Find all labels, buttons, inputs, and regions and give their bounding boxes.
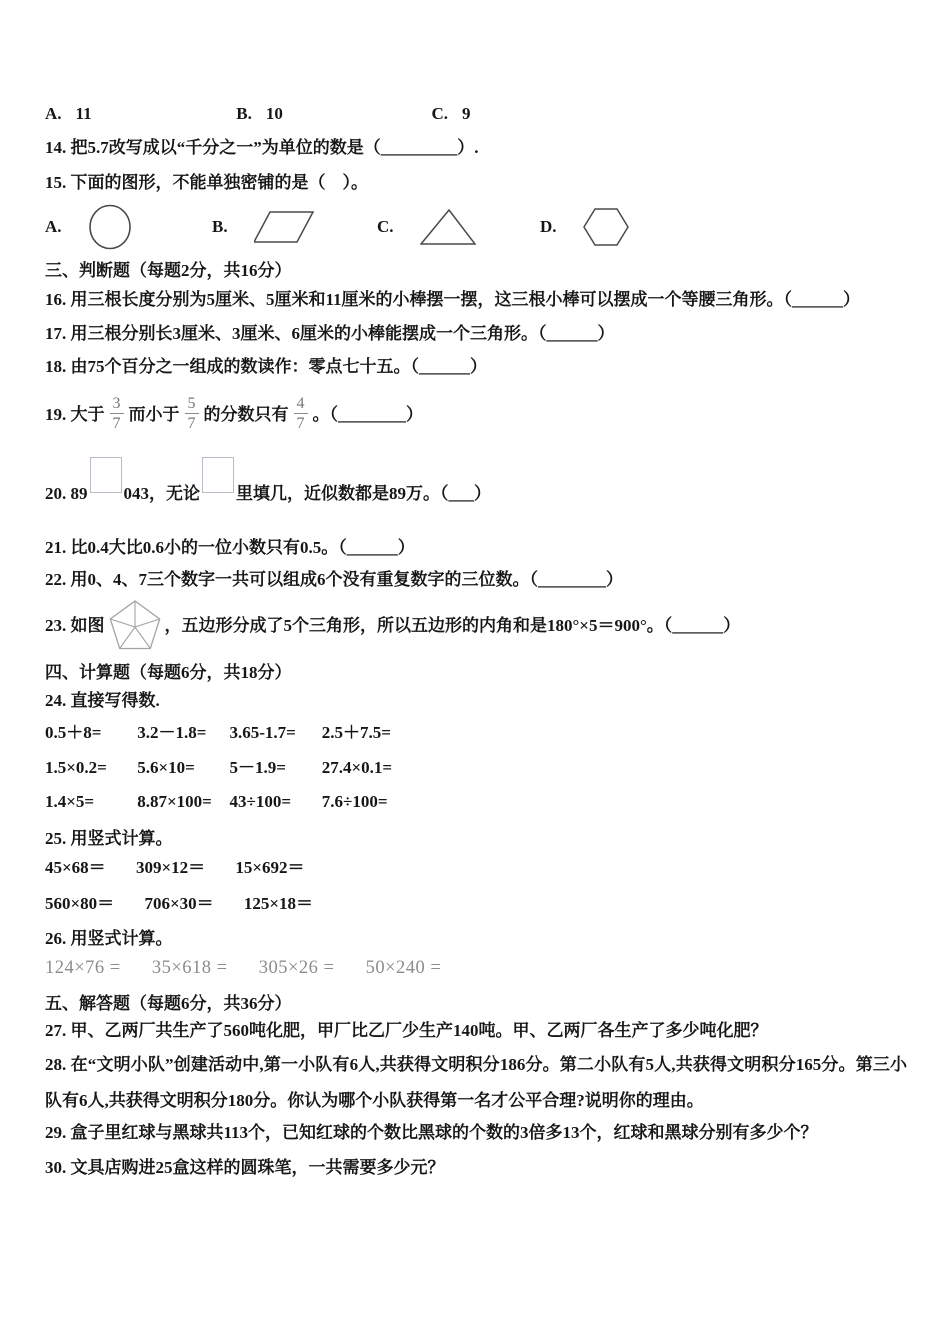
shape-d-label: D. — [540, 217, 557, 236]
choice-a-label: A. — [45, 104, 62, 123]
calc-item: 309×12＝ — [135, 858, 206, 877]
shape-options-row — [45, 203, 629, 251]
choice-a-value: 11 — [75, 104, 92, 123]
question-27: 27. 甲、乙两厂共生产了560吨化肥，甲厂比乙厂少生产140吨。甲、乙两厂各生产了多少吨化肥？ — [45, 1021, 768, 1040]
calc-item: 43÷100= — [229, 792, 292, 811]
choice-option-c — [432, 102, 471, 126]
fraction-numerator: 3 — [110, 395, 124, 414]
calc-item: 5.6×10= — [137, 758, 195, 777]
q19-text-4: 。（________） — [312, 405, 423, 424]
choice-options-row — [45, 102, 471, 126]
question-19 — [45, 391, 423, 439]
fraction-denominator: 7 — [296, 414, 305, 432]
q19-text-3: 的分数只有 — [203, 405, 289, 424]
question-24-title: 24. 直接写得数. — [45, 691, 160, 710]
choice-c-label: C. — [431, 104, 449, 123]
hexagon-icon — [583, 208, 629, 246]
question-15: 15. 下面的图形，不能单独密铺的是（ ）。 — [45, 173, 368, 192]
calc-item: 305×26 = — [258, 958, 335, 978]
q24-row-3 — [45, 790, 388, 814]
calc-item: 5－1.9= — [229, 758, 286, 777]
question-28: 28. 在“文明小队”创建活动中,第一小队有6人,共获得文明积分186分。第二小队有5人,共获得文明积分165分。第三小队有6人,共获得文明积分180分。你认为哪个小队获得第一名才公平合理?说明你的理由。 — [45, 1055, 907, 1110]
shape-option-c — [377, 208, 540, 246]
circle-icon — [88, 204, 132, 250]
fraction-numerator: 5 — [185, 395, 199, 414]
question-26-title: 26. 用竖式计算。 — [45, 929, 173, 948]
choice-b-value: 10 — [265, 104, 283, 123]
q20-text-1: 20. 89 — [45, 484, 88, 503]
choice-c-value: 9 — [462, 104, 471, 123]
calc-item: 15×692＝ — [235, 858, 305, 877]
q19-text-1: 19. 大于 — [45, 405, 105, 424]
shape-a-label: A. — [45, 217, 62, 236]
section-3-heading: 三、判断题（每题2分，共16分） — [45, 261, 292, 280]
fraction-3-7 — [110, 395, 124, 432]
question-23 — [45, 598, 740, 654]
triangle-icon — [420, 208, 476, 246]
shape-b-label: B. — [212, 217, 228, 236]
calc-item: 27.4×0.1= — [321, 758, 393, 777]
q20-text-2: 043，无论 — [123, 484, 200, 503]
choice-b-label: B. — [236, 104, 252, 123]
fraction-denominator: 7 — [112, 414, 121, 432]
blank-box — [202, 457, 234, 493]
q19-text-2: 而小于 — [128, 405, 180, 424]
choice-option-b — [236, 102, 427, 126]
calc-item: 560×80＝ — [45, 894, 115, 913]
calc-item: 50×240 = — [365, 958, 442, 978]
pentagon-divided-icon — [108, 598, 162, 654]
calc-item: 35×618 = — [151, 958, 228, 978]
shape-option-a — [45, 204, 212, 250]
shape-option-b — [212, 211, 377, 243]
calc-item: 8.87×100= — [137, 792, 212, 811]
question-16: 16. 用三根长度分别为5厘米、5厘米和11厘米的小棒摆一摆，这三根小棒可以摆成一个等腰三角形。（______） — [45, 290, 861, 309]
calc-item: 45×68＝ — [45, 858, 106, 877]
calc-item: 3.2－1.8= — [137, 723, 207, 742]
q23-text-1: 23. 如图 — [45, 616, 105, 635]
q25-row-1 — [45, 856, 305, 880]
fraction-denominator: 7 — [187, 414, 196, 432]
calc-item: 3.65-1.7= — [229, 723, 296, 742]
section-5-heading: 五、解答题（每题6分，共36分） — [45, 994, 292, 1013]
calc-item: 1.4×5= — [45, 792, 95, 811]
calc-item: 7.6÷100= — [321, 792, 388, 811]
fraction-numerator: 4 — [294, 395, 308, 414]
section-4-heading: 四、计算题（每题6分，共18分） — [45, 663, 292, 682]
shape-c-label: C. — [377, 217, 394, 236]
q26-row — [45, 956, 467, 980]
q20-text-3: 里填几，近似数都是89万。（___） — [236, 484, 491, 503]
blank-box — [90, 457, 122, 493]
choice-option-a — [45, 102, 232, 126]
question-20 — [45, 456, 491, 506]
question-30: 30. 文具店购进25盒这样的圆珠笔，一共需要多少元？ — [45, 1158, 445, 1177]
question-29: 29. 盒子里红球与黑球共113个，已知红球的个数比黑球的个数的3倍多13个，红球和黑球分别有多少个？ — [45, 1123, 818, 1142]
calc-item: 706×30＝ — [144, 894, 214, 913]
fraction-4-7 — [294, 395, 308, 432]
q24-row-1 — [45, 721, 391, 745]
fraction-5-7 — [185, 395, 199, 432]
calc-item: 125×18＝ — [243, 894, 314, 913]
question-21: 21. 比0.4大比0.6小的一位小数只有0.5。（______） — [45, 538, 415, 557]
q24-row-2 — [45, 756, 392, 780]
q23-text-2: ，五边形分成了5个三角形，所以五边形的内角和是180°×5＝900°。（______） — [164, 616, 741, 635]
calc-item: 2.5＋7.5= — [321, 723, 391, 742]
question-25-title: 25. 用竖式计算。 — [45, 829, 173, 848]
shape-option-d — [540, 208, 629, 246]
calc-item: 0.5＋8= — [45, 723, 102, 742]
question-14: 14. 把5.7改写成以“千分之一”为单位的数是（_________）. — [45, 138, 479, 157]
parallelogram-icon — [254, 211, 314, 243]
calc-item: 124×76 = — [45, 958, 121, 978]
question-22: 22. 用0、4、7三个数字一共可以组成6个没有重复数字的三位数。（________） — [45, 570, 623, 589]
question-18: 18. 由75个百分之一组成的数读作：零点七十五。（______） — [45, 357, 487, 376]
calc-item: 1.5×0.2= — [45, 758, 107, 777]
q25-row-2 — [45, 892, 313, 916]
question-17: 17. 用三根分别长3厘米、3厘米、6厘米的小棒能摆成一个三角形。（______） — [45, 324, 615, 343]
